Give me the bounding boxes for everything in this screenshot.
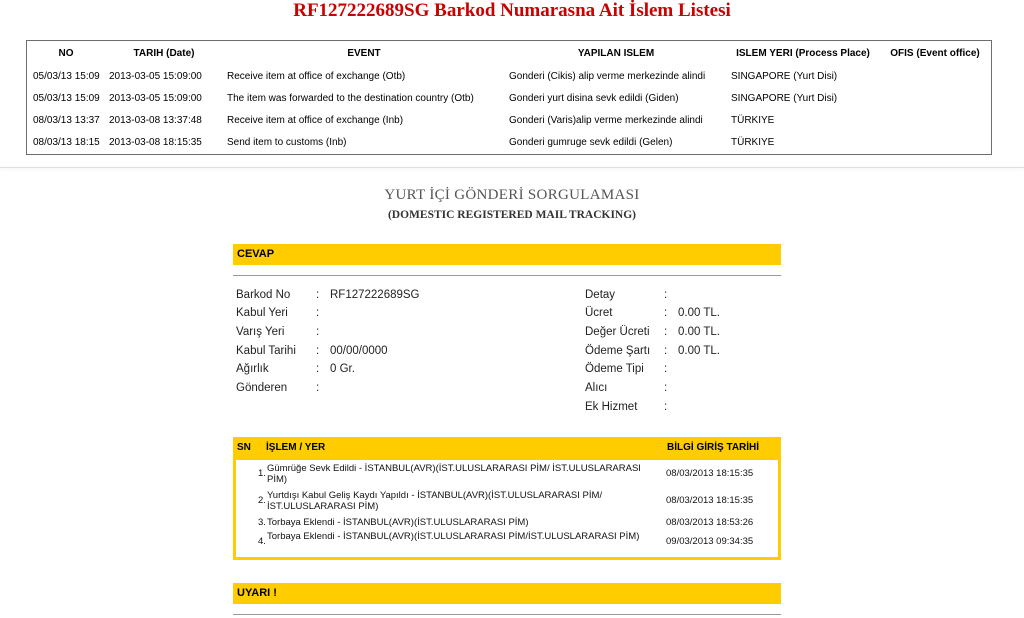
field-sep: : xyxy=(664,363,668,375)
row-number: 3. xyxy=(258,517,266,528)
field-label-detay: Detay xyxy=(585,289,616,301)
field-sep: : xyxy=(664,289,668,301)
field-label-ucret: Ücret xyxy=(585,307,613,319)
cell-islem: Gonderi (Varis)alip verme merkezinde alindi xyxy=(509,114,703,126)
field-label-agirlik: Ağırlık xyxy=(236,363,269,375)
field-label-kabul-yeri: Kabul Yeri xyxy=(236,307,288,319)
field-label-kabul-tarihi: Kabul Tarihi xyxy=(236,345,296,357)
section-divider xyxy=(0,167,1024,168)
cell-ofis xyxy=(879,87,991,109)
row-islem: Torbaya Eklendi - İSTANBUL(AVR)(İST.ULUSLARARASI PİM/İST.ULUSLARARASI PİM) xyxy=(267,531,640,542)
table-row xyxy=(27,131,991,153)
col-header-sn: SN xyxy=(237,442,251,453)
table-header-row xyxy=(27,41,991,65)
cell-date: 2013-03-05 15:09:00 xyxy=(109,92,202,104)
row-number: 2. xyxy=(258,495,266,506)
cell-ofis xyxy=(879,109,991,131)
cell-islem: Gonderi yurt disina sevk edildi (Giden) xyxy=(509,92,679,104)
cell-event: Receive item at office of exchange (Inb) xyxy=(227,114,404,126)
col-header-bilgi-giris-tarihi: BİLGİ GİRİŞ TARİHİ xyxy=(667,442,760,453)
field-sep: : xyxy=(316,382,320,394)
uyari-header: UYARI ! xyxy=(233,583,781,604)
field-value-agirlik: 0 Gr. xyxy=(330,363,355,375)
row-date: 08/03/2013 18:15:35 xyxy=(666,468,754,479)
cevap-header: CEVAP xyxy=(233,244,781,265)
domestic-title: YURT İÇİ GÖNDERİ SORGULAMASI xyxy=(384,187,640,203)
table-row xyxy=(27,87,991,109)
field-sep: : xyxy=(316,326,320,338)
field-value-deger-ucreti: 0.00 TL. xyxy=(678,326,720,338)
field-label-alici: Alıcı xyxy=(585,382,608,394)
cell-yer: TÜRKIYE xyxy=(731,136,775,148)
row-islem: Torbaya Eklendi - İSTANBUL(AVR)(İST.ULUSLARARASI PİM) xyxy=(267,517,529,528)
col-header-yapilan-islem: YAPILAN ISLEM xyxy=(577,47,655,59)
field-label-varis-yeri: Varış Yeri xyxy=(236,326,285,338)
field-sep: : xyxy=(316,363,320,375)
page-title: RF127222689SG Barkod Numarasna Ait İslem Listesi xyxy=(293,0,731,21)
field-sep: : xyxy=(664,382,668,394)
history-table xyxy=(233,458,781,560)
cell-date: 2013-03-05 15:09:00 xyxy=(109,70,202,82)
field-sep: : xyxy=(316,289,320,301)
col-header-no: NO xyxy=(58,47,74,59)
col-header-event: EVENT xyxy=(347,47,381,59)
cell-no: 05/03/13 15:09 xyxy=(33,92,100,104)
divider xyxy=(233,275,781,276)
field-sep: : xyxy=(664,345,668,357)
row-date: 08/03/2013 18:53:26 xyxy=(666,517,754,528)
field-sep: : xyxy=(664,326,668,338)
divider xyxy=(233,614,781,615)
field-value-ucret: 0.00 TL. xyxy=(678,307,720,319)
cell-yer: SINGAPORE (Yurt Disi) xyxy=(731,92,838,104)
field-value-barkod: RF127222689SG xyxy=(330,289,420,301)
cell-event: Receive item at office of exchange (Otb) xyxy=(227,70,406,82)
domestic-subtitle: (DOMESTIC REGISTERED MAIL TRACKING) xyxy=(387,209,637,221)
cell-date: 2013-03-08 13:37:48 xyxy=(109,114,202,126)
cell-islem: Gonderi gumruge sevk edildi (Gelen) xyxy=(509,136,673,148)
row-number: 1. xyxy=(258,468,266,479)
history-table-header xyxy=(233,437,781,458)
cell-ofis xyxy=(879,65,991,87)
col-header-islem-yer: İŞLEM / YER xyxy=(266,442,326,453)
field-label-gonderen: Gönderen xyxy=(236,382,288,394)
field-label-ek-hizmet: Ek Hizmet xyxy=(585,401,638,413)
row-date: 09/03/2013 09:34:35 xyxy=(666,536,754,547)
cell-yer: SINGAPORE (Yurt Disi) xyxy=(731,70,838,82)
cell-yer: TÜRKIYE xyxy=(731,114,775,126)
international-tracking-table xyxy=(26,40,992,155)
field-value-odeme-sarti: 0.00 TL. xyxy=(678,345,720,357)
table-row xyxy=(27,65,991,87)
cell-no: 05/03/13 15:09 xyxy=(33,70,100,82)
row-islem: Gümrüğe Sevk Edildi - İSTANBUL(AVR)(İST.ULUSLARARASI PİM/ İST.ULUSLARARASI PİM) xyxy=(267,463,641,485)
cell-no: 08/03/13 18:15 xyxy=(33,136,100,148)
table-row xyxy=(27,109,991,131)
cell-event: Send item to customs (Inb) xyxy=(227,136,347,148)
cell-event: The item was forwarded to the destination country (Otb) xyxy=(227,92,474,104)
row-date: 08/03/2013 18:15:35 xyxy=(666,495,754,506)
cell-ofis xyxy=(879,131,991,153)
field-sep: : xyxy=(316,345,320,357)
row-number: 4. xyxy=(258,536,266,547)
field-value-kabul-tarihi: 00/00/0000 xyxy=(330,345,388,357)
field-label-odeme-sarti: Ödeme Şartı xyxy=(585,345,651,357)
field-label-deger-ucreti: Değer Ücreti xyxy=(585,326,650,338)
cell-islem: Gonderi (Cikis) alip verme merkezinde alindi xyxy=(509,70,706,82)
row-islem: Yurtdışı Kabul Geliş Kaydı Yapıldı - İSTANBUL(AVR)(İST.ULUSLARARASI PİM/ İST.ULUSLARARASI PİM) xyxy=(267,490,603,512)
cell-no: 08/03/13 13:37 xyxy=(33,114,100,126)
field-label-odeme-tipi: Ödeme Tipi xyxy=(585,363,644,375)
col-header-date: TARIH (Date) xyxy=(133,47,195,59)
field-sep: : xyxy=(664,307,668,319)
field-sep: : xyxy=(316,307,320,319)
field-label-barkod: Barkod No xyxy=(236,289,291,301)
field-sep: : xyxy=(664,401,668,413)
cell-date: 2013-03-08 18:15:35 xyxy=(109,136,202,148)
col-header-ofis: OFIS (Event office) xyxy=(890,47,980,59)
col-header-islem-yeri: ISLEM YERI (Process Place) xyxy=(736,47,870,59)
